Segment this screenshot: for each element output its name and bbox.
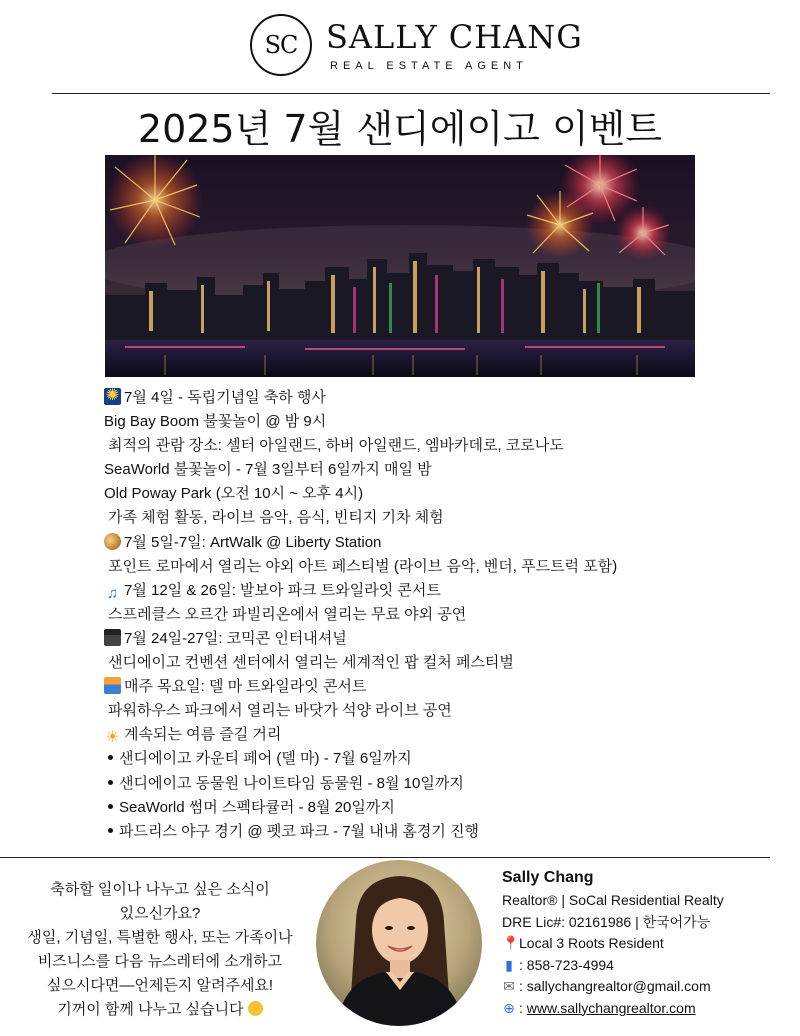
globe-icon: ⊕ xyxy=(503,999,515,1016)
bullet-item: 파드리스 야구 경기 @ 펫코 파크 - 7월 내내 홈경기 진행 xyxy=(104,820,744,844)
event-detail: Big Bay Boom 불꽃놀이 @ 밤 9시 xyxy=(104,413,327,431)
contact-card xyxy=(502,866,792,1019)
logo-subtitle: REAL ESTATE AGENT xyxy=(330,60,528,72)
palette-emoji-icon xyxy=(104,533,121,550)
music-notes-emoji-icon: ♫ xyxy=(104,585,121,602)
logo-name: SALLY CHANG xyxy=(326,18,583,56)
envelope-icon: ✉ xyxy=(503,978,515,994)
bullet-item: 샌디에이고 카운티 페어 (델 마) - 7월 6일까지 xyxy=(104,747,744,771)
resident-line: 📍Local 3 Roots Resident xyxy=(502,933,792,955)
agent-name: Sally Chang xyxy=(502,869,594,886)
phone-line[interactable]: ▮ : 858-723-4994 xyxy=(502,955,792,977)
event-heading: 매주 목요일: 델 마 트와일라잇 콘서트 xyxy=(104,675,744,699)
newsletter-promo: 축하할 일이나 나누고 싶은 소식이 있으신가요? 생일, 기념일, 특별한 행사, 또는 가족이나 비즈니스를 다음 뉴스레터에 소개하고 싶으시다면—언제든지 알려주세요! 기꺼이 함께 나누고 싶습니다 xyxy=(27,881,293,1018)
page-title: 2025년 7월 샌디에이고 이벤트 xyxy=(137,107,663,151)
event-detail: 최적의 관람 장소: 셀터 아일랜드, 하버 아일랜드, 엠바카데로, 코로나도 xyxy=(108,437,564,455)
email-line[interactable]: ✉ : sallychangrealtor@gmail.com xyxy=(502,976,792,998)
smile-emoji-icon xyxy=(248,1001,263,1016)
event-heading: ♫ 7월 12일 & 26일: 발보아 파크 트와일라잇 콘서트 xyxy=(104,579,744,603)
sun-emoji-icon: ☀ xyxy=(105,729,120,747)
event-heading: 7월 24일-27일: 코믹콘 인터내셔널 xyxy=(104,627,744,651)
website-link[interactable]: www.sallychangrealtor.com xyxy=(526,999,696,1016)
divider-bottom xyxy=(0,857,770,858)
agent-portrait xyxy=(316,860,482,1026)
bullet-item: SeaWorld 썸머 스펙타큘러 - 8월 20일까지 xyxy=(104,796,744,820)
fireworks-skyline-photo xyxy=(105,155,695,377)
divider-top xyxy=(52,93,770,94)
event-heading: 7월 5일-7일: ArtWalk @ Liberty Station xyxy=(104,531,744,555)
agent-title: Realtor® | SoCal Residential Realty xyxy=(502,892,724,908)
event-detail: 포인트 로마에서 열리는 야외 아트 페스티벌 (라이브 음악, 벤더, 푸드트럭 포함) xyxy=(108,557,618,575)
clapper-emoji-icon xyxy=(104,629,121,646)
event-detail: SeaWorld 불꽃놀이 - 7월 3일부터 6일까지 매일 밤 xyxy=(104,461,432,479)
burst-emoji-icon xyxy=(104,388,121,405)
event-detail: 샌디에이고 컨벤션 센터에서 열리는 세계적인 팝 컬처 페스티벌 xyxy=(108,654,514,672)
bullet-item: 샌디에이고 동물원 나이트타임 동물원 - 8월 10일까지 xyxy=(104,772,744,796)
logo-monogram: SC xyxy=(250,14,312,76)
logo xyxy=(250,14,583,84)
phone-icon: ▮ xyxy=(505,956,513,973)
event-detail: Old Poway Park (오전 10시 ~ 오후 4시) xyxy=(104,485,364,503)
event-list xyxy=(104,386,744,844)
website-line[interactable]: ⊕ : www.sallychangrealtor.com xyxy=(502,998,792,1020)
event-heading: ✺7월 4일 - 독립기념일 축하 행사 xyxy=(104,386,744,410)
event-heading: ☀ 계속되는 여름 즐길 거리 xyxy=(105,726,282,747)
event-detail: 가족 체험 활동, 라이브 음악, 음식, 빈티지 기차 체험 xyxy=(108,509,444,527)
pin-icon: 📍 xyxy=(502,935,520,951)
sunset-emoji-icon xyxy=(104,677,121,694)
event-detail: 스프레클스 오르간 파빌리온에서 열리는 무료 야외 공연 xyxy=(108,605,467,623)
license-number: DRE Lic#: 02161986 | 한국어가능 xyxy=(502,913,711,930)
event-detail: 파워하우스 파크에서 열리는 바닷가 석양 라이브 공연 xyxy=(108,702,452,720)
